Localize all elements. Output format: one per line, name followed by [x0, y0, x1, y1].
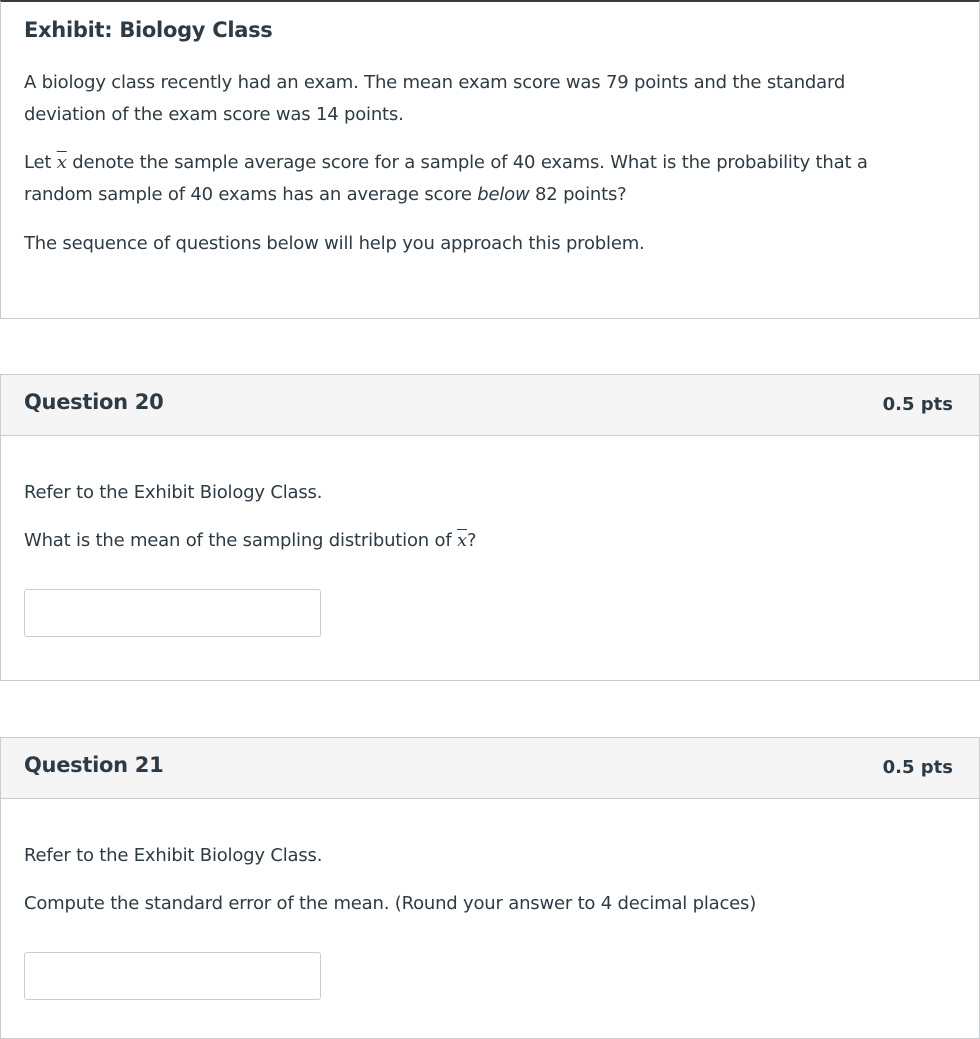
- question-20-line-2: [24, 525, 924, 557]
- question-21-header: [1, 738, 979, 799]
- exhibit-p2-before: Let: [24, 152, 57, 173]
- exhibit-p2-mid: denote the sample average score for a sample of 40 exams. What is the probability that a random sample of 40 exams has an average score: [24, 152, 868, 205]
- exhibit-panel: [0, 0, 980, 319]
- question-20-points: 0.5 pts: [882, 394, 953, 415]
- question-21-points: 0.5 pts: [882, 757, 953, 778]
- exhibit-paragraph-2: [24, 147, 924, 211]
- exhibit-title: Exhibit: Biology Class: [24, 18, 273, 42]
- exhibit-paragraph-1: A biology class recently had an exam. The mean exam score was 79 points and the standard deviation of the exam score was 14 points.: [24, 72, 846, 125]
- exhibit-p2-emphasis: below: [477, 184, 530, 205]
- question-20-header: [1, 375, 979, 436]
- question-21-title: Question 21: [24, 753, 164, 777]
- question-21-answer-input[interactable]: [24, 952, 321, 1000]
- question-21-card: [0, 737, 980, 1039]
- question-20-line-2-before: What is the mean of the sampling distribution of: [24, 530, 457, 551]
- question-20-line-1: Refer to the Exhibit Biology Class.: [24, 482, 323, 503]
- question-20-card: [0, 374, 980, 681]
- question-21-line-1: Refer to the Exhibit Biology Class.: [24, 845, 323, 866]
- exhibit-p2-after: 82 points?: [529, 184, 627, 205]
- question-20-title: Question 20: [24, 390, 164, 414]
- exhibit-paragraph-3: The sequence of questions below will help you approach this problem.: [24, 233, 645, 254]
- xbar-symbol: $\overline{x}$: [56, 152, 67, 173]
- xbar-symbol: $\overline{x}$: [456, 530, 467, 551]
- question-20-line-2-after: ?: [466, 530, 477, 551]
- question-20-answer-input[interactable]: [24, 589, 321, 637]
- question-21-line-2: Compute the standard error of the mean. (Round your answer to 4 decimal places): [24, 893, 757, 914]
